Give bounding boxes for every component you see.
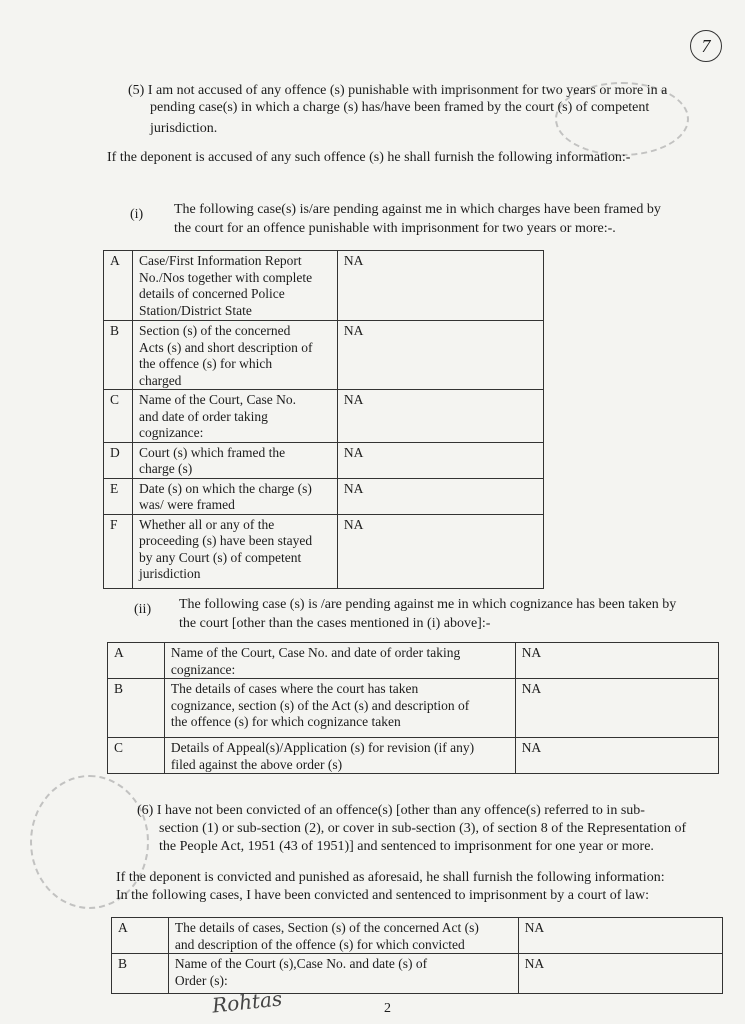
para6-line1: (6) I have not been convicted of an offence(s) [other than any offence(s) referred to in sub- [137,803,645,818]
table-row [104,321,544,390]
row-value: NA [337,251,543,321]
row-letter: D [104,442,133,478]
table-row [104,478,544,514]
row-letter: C [104,390,133,443]
row-value: NA [518,918,722,954]
row-value: NA [515,643,718,679]
description-line: The details of cases where the court has taken [170,681,419,696]
description-line: filed against the above order (s) [170,756,343,772]
if-convicted-line2: In the following cases, I have been convicted and sentenced to imprisonment by a court of law: [116,888,649,903]
para5-line2: pending case(s) in which a charge (s) has/have been framed by the court (s) of competent [150,100,650,115]
row-letter: A [104,251,133,321]
row-description [132,442,337,478]
sub-ii-line2: the court [other than the cases mentioned in (i) above]:- [179,616,491,631]
description-line: Name of the Court (s),Case No. and date (s) of [174,956,428,971]
row-description [132,321,337,390]
description-line: Date (s) on which the charge (s) [138,480,312,496]
table-row [112,954,723,994]
row-letter: A [108,643,165,679]
description-line: and date of order taking [138,408,268,424]
table-row [108,643,719,679]
sub-i-line2: the court for an offence punishable with imprisonment for two years or more:-. [174,221,616,236]
table-row [104,442,544,478]
row-letter: B [108,679,165,738]
description-line: The details of cases, Section (s) of the concerned Act (s) [174,920,479,935]
description-line: proceeding (s) have been stayed [138,533,313,548]
description-line: No./Nos together with complete [138,269,313,285]
table-cognizance-taken [107,642,719,774]
row-value: NA [515,679,718,738]
row-description [132,251,337,321]
row-letter: C [108,738,165,774]
description-line: details of concerned Police [138,286,285,301]
sub-ii-number: (ii) [134,602,152,617]
row-description [132,514,337,588]
table-convictions [111,917,723,994]
page-number: 2 [384,1001,391,1016]
table-row [112,918,723,954]
row-description [132,478,337,514]
description-line: cognizance: [170,661,236,677]
row-value: NA [337,442,543,478]
description-line: Station/District State [138,302,252,318]
row-description [164,679,515,738]
row-description [164,643,515,679]
description-line: Section (s) of the concerned [138,323,291,338]
row-letter: B [104,321,133,390]
description-line: Whether all or any of the [138,516,275,532]
sub-i-line1: The following case(s) is/are pending against me in which charges have been framed by [174,202,661,217]
description-line: Name of the Court, Case No. [138,392,297,407]
row-letter: A [112,918,169,954]
para5-line3: jurisdiction. [150,121,218,136]
description-line: was/ were framed [138,497,235,512]
description-line: the offence (s) for which [138,356,273,371]
description-line: by any Court (s) of competent [138,549,302,565]
row-description [168,918,518,954]
table-charges-framed [103,250,544,589]
description-line: cognizance, section (s) of the Act (s) and description of [170,697,470,713]
if-convicted-line1: If the deponent is convicted and punished as aforesaid, he shall furnish the following information: [116,870,665,885]
description-line: Court (s) which framed the [138,444,286,460]
table-row [104,514,544,588]
description-line: Case/First Information Report [138,253,302,268]
description-line: charged [138,372,182,388]
table-row [104,251,544,321]
sub-ii-line1: The following case (s) is /are pending against me in which cognizance has been taken by [179,597,677,612]
description-line: and description of the offence (s) for which convicted [174,936,465,952]
para6-line2: section (1) or sub-section (2), or cover in sub-section (3), of section 8 of the Representation of [159,821,687,836]
row-description [164,738,515,774]
table-row [108,679,719,738]
row-value: NA [337,514,543,588]
description-line: Order (s): [174,972,228,988]
para5-line1: (5) I am not accused of any offence (s) punishable with imprisonment for two years or more in a [128,83,668,98]
description-line: Name of the Court, Case No. and date of order taking [170,645,461,660]
row-description [168,954,518,994]
description-line: jurisdiction [138,566,201,581]
row-value: NA [515,738,718,774]
row-description [132,390,337,443]
sub-i-number: (i) [130,207,144,222]
para6-line3: the People Act, 1951 (43 of 1951)] and sentenced to imprisonment for one year or more. [159,839,654,854]
row-letter: E [104,478,133,514]
row-letter: B [112,954,169,994]
page-mark-circled: 7 [690,30,722,62]
description-line: cognizance: [138,425,204,440]
row-value: NA [337,321,543,390]
signature: Rohtas [210,986,284,1018]
table-row [108,738,719,774]
description-line: the offence (s) for which cognizance taken [170,714,401,729]
description-line: Details of Appeal(s)/Application (s) for revision (if any) [170,740,475,755]
row-value: NA [518,954,722,994]
description-line: charge (s) [138,461,193,476]
table-row [104,390,544,443]
row-value: NA [337,390,543,443]
description-line: Acts (s) and short description of [138,339,313,355]
row-letter: F [104,514,133,588]
row-value: NA [337,478,543,514]
if-accused-text: If the deponent is accused of any such offence (s) he shall furnish the following information:- [107,150,631,165]
